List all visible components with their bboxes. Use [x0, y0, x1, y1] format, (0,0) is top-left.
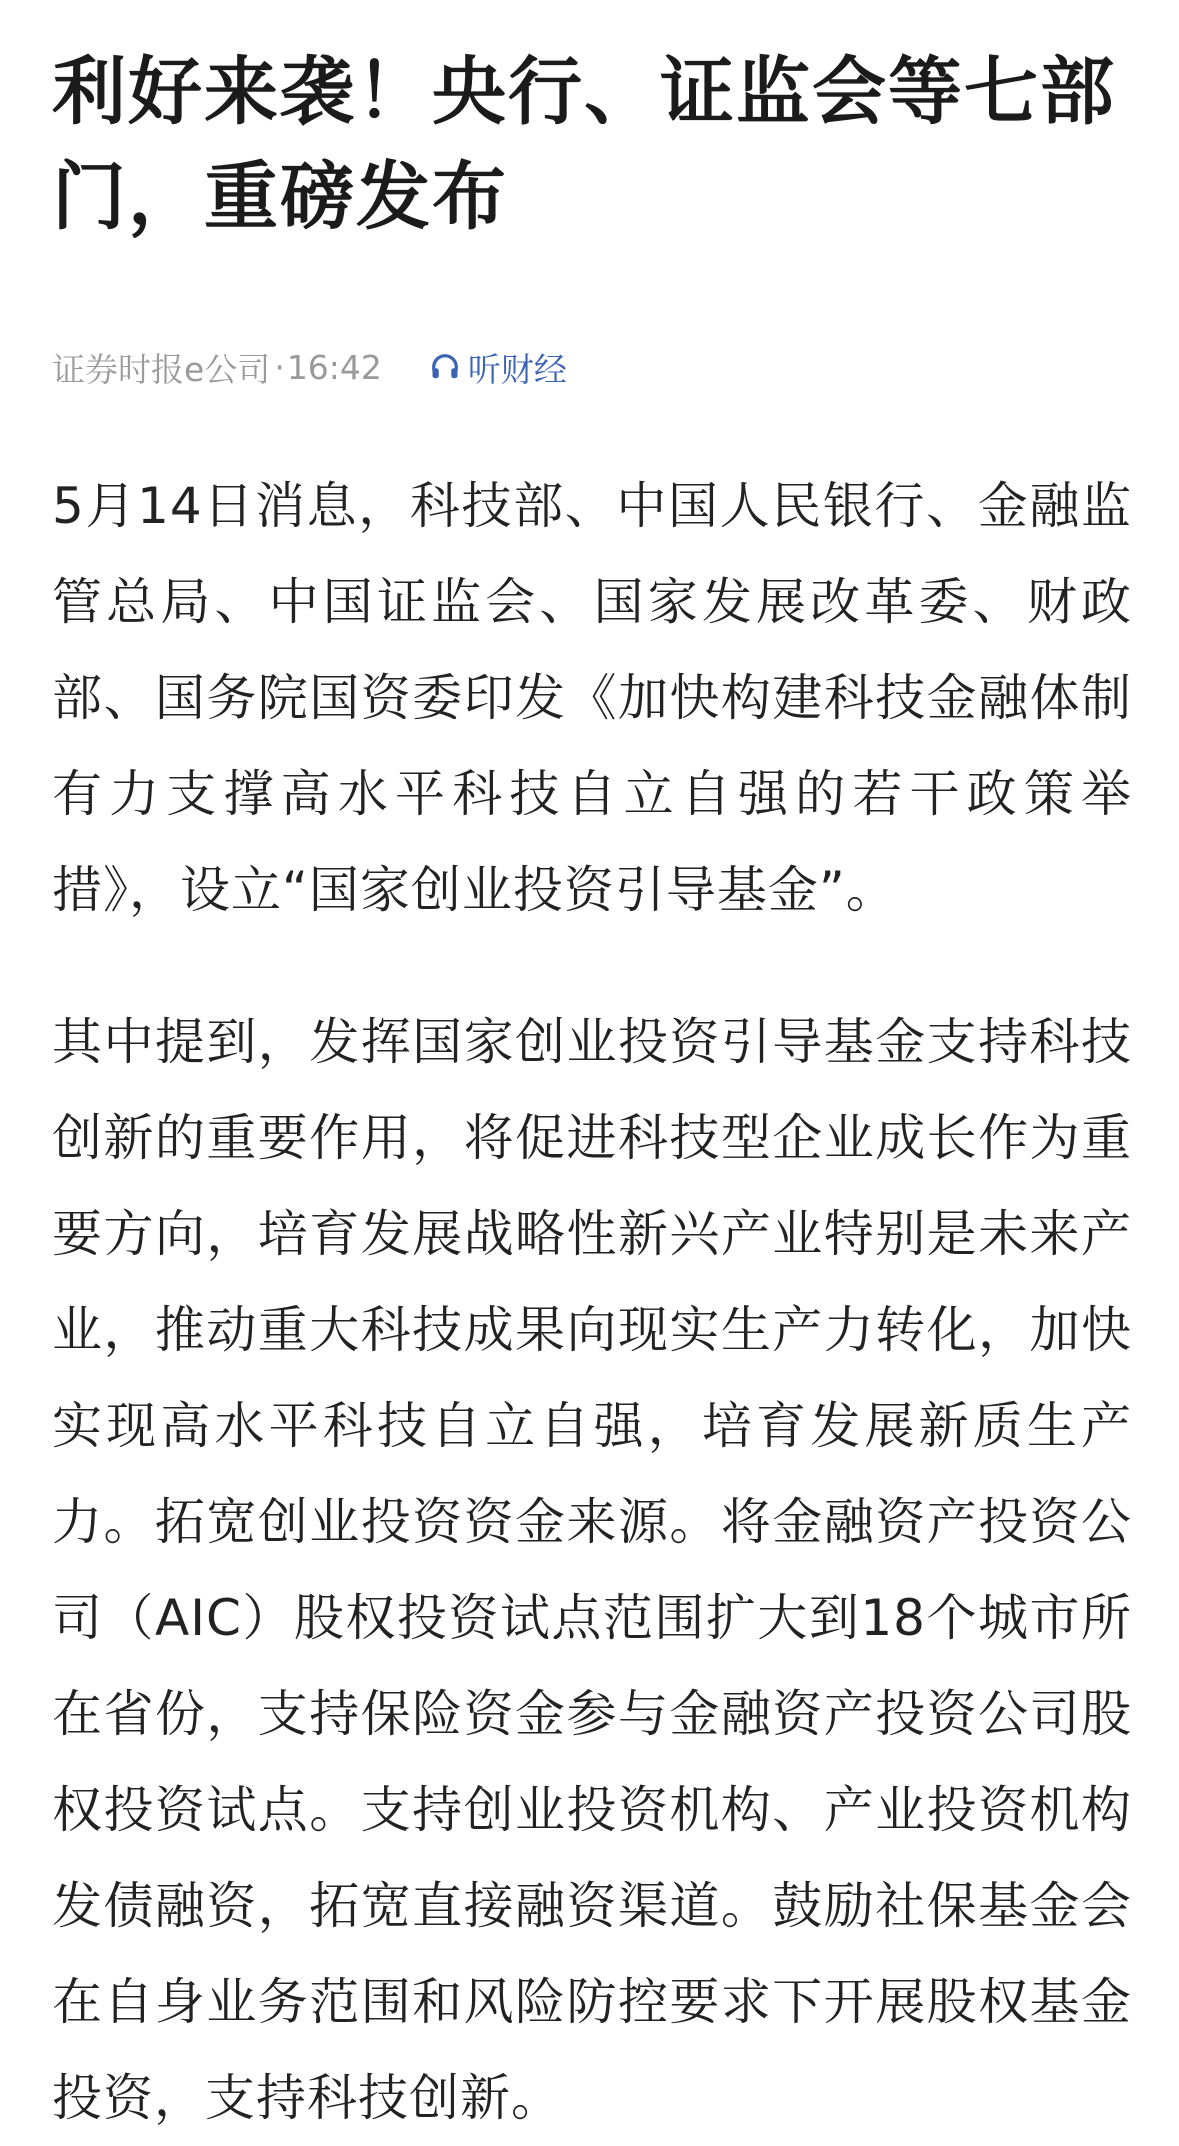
paragraph: 5月14日消息，科技部、中国人民银行、金融监管总局、中国证监会、国家发展改革委、财政部、国务院国资委印发《加快构建科技金融体制 有力支撑高水平科技自立自强的若干政策举措》，设立“国家创业投资引导基金”。 — [52, 477, 1132, 919]
source-name[interactable]: 证券时报e公司 — [52, 349, 271, 389]
paragraph: 其中提到，发挥国家创业投资引导基金支持科技创新的重要作用，将促进科技型企业成长作为重要方向，培育发展战略性新兴产业特别是未来产业，推动重大科技成果向现实生产力转化，加快实现高水平科技自立自强，培育发展新质生产力。拓宽创业投资资金来源。将金融资产投资公司（AIC）股权投资试点范围扩大到18个城市所在省份，支持保险资金参与金融资产投资公司股权投资试点。支持创业投资机构、产业投资机构发债融资，拓宽直接融资渠道。鼓励社保基金会在自身业务范围和风险防控要求下开展股权基金投资，支持科技创新。 — [52, 1013, 1132, 2127]
article-meta — [52, 342, 1132, 392]
article-title: 利好来袭！央行、证监会等七部门，重磅发布 — [52, 49, 1116, 240]
listen-button[interactable] — [430, 344, 567, 391]
article — [52, 40, 1132, 2146]
headphones-icon — [430, 352, 460, 382]
publish-time: 16:42 — [286, 347, 382, 387]
article-body — [52, 458, 1132, 2146]
meta-separator: · — [274, 347, 285, 387]
listen-label: 听财经 — [467, 349, 567, 389]
